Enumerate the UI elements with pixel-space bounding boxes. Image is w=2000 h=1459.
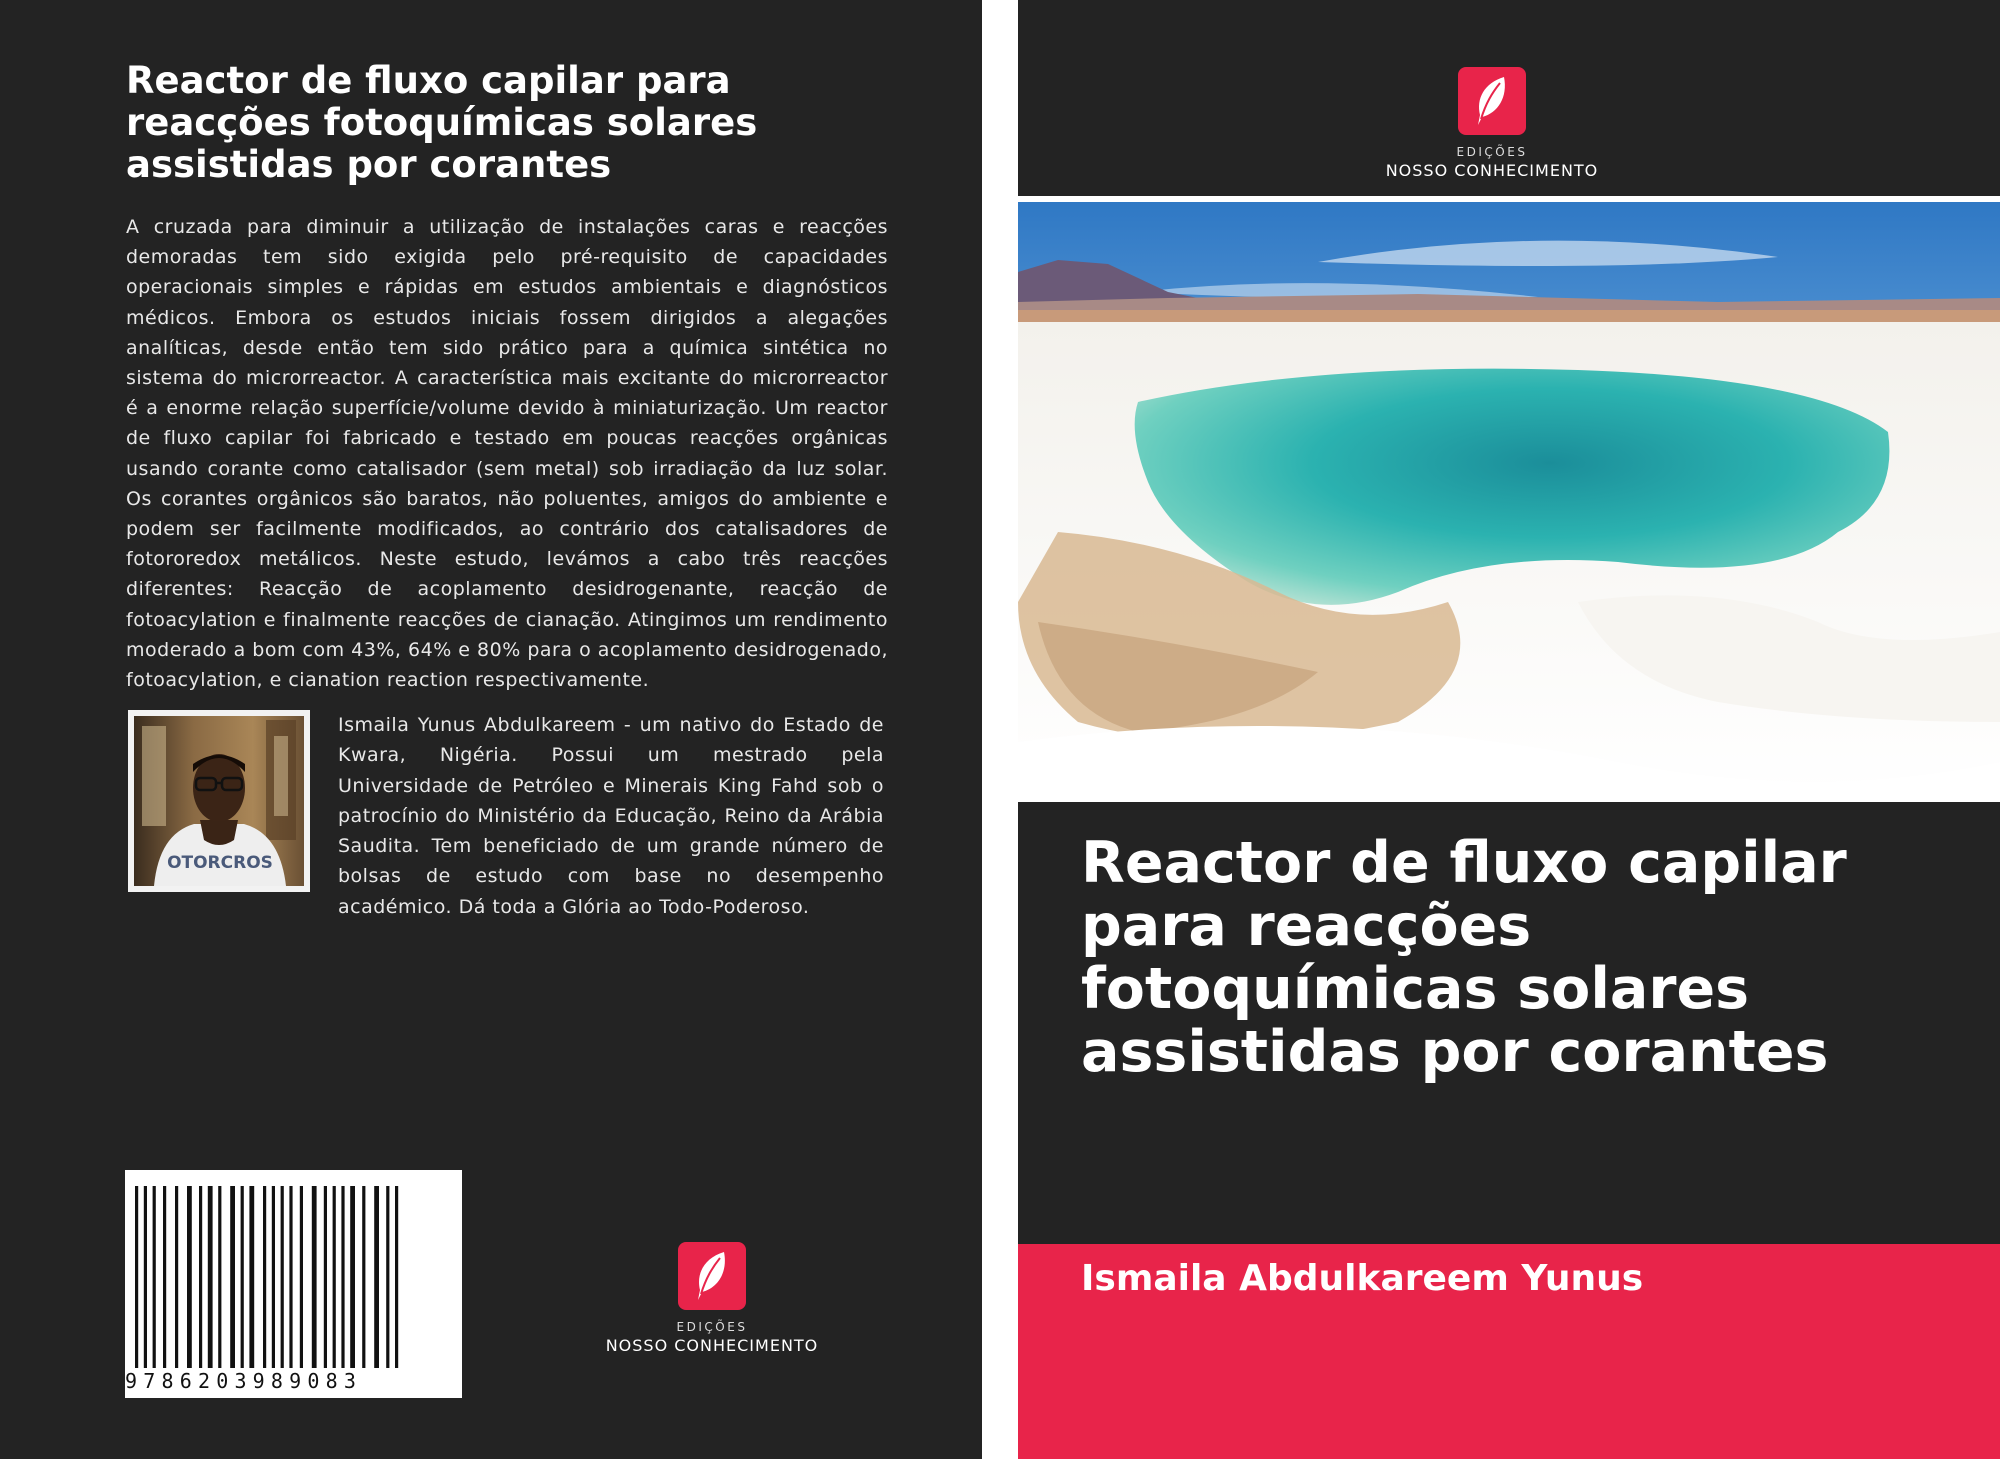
publisher-name: NOSSO CONHECIMENTO <box>605 1336 819 1355</box>
barcode-bar <box>272 1186 275 1368</box>
barcode-bar <box>362 1186 365 1368</box>
barcode-bar <box>230 1186 235 1368</box>
barcode-bar <box>163 1186 166 1368</box>
barcode-bar <box>289 1186 292 1368</box>
barcode-bar <box>249 1186 254 1368</box>
publisher-logo-mark <box>1458 67 1526 135</box>
barcode-bar <box>312 1186 317 1368</box>
publisher-logo-front <box>1372 67 1612 180</box>
author-photo <box>128 710 310 892</box>
barcode-bars <box>125 1170 462 1398</box>
author-portrait-image <box>134 716 304 886</box>
barcode-bar <box>300 1186 303 1368</box>
publisher-logo-back <box>592 1242 832 1355</box>
barcode-bar <box>153 1186 156 1368</box>
front-cover-title: Reactor de fluxo capilar para reacções fotoquímicas solares assistidas por corantes <box>1081 830 1847 1085</box>
feather-icon <box>690 1250 734 1302</box>
back-cover-abstract: A cruzada para diminuir a utilização de instalações caras e reacções demoradas tem sido exigida pelo pré-requisito de capacidades operacionais simples e rápidas em estudos ambientais e diagnósticos médicos. Embora os estudos iniciais fossem dirigidos a alegações analíticas, desde então tem sido prático para a química sintética no sistema do microrreactor. A característica mais excitante do microrreactor é a enorme relação superfície/volume devido à miniaturização. Um reactor de fluxo capilar foi fabricado e testado em poucas reacções orgânicas usando corante como catalisador (sem metal) sob irradiação da luz solar. Os corantes orgânicos são baratos, não poluentes, amigos do ambiente e podem ser facilmente modificados, ao contrário dos catalisadores de fotororedox metálicos. Neste estudo, levámos a cabo três reacções diferentes: Reacção de acoplamento desidrogenante, reacção de fotoacylation e finalmente reacções de cianação. Atingimos um rendimento moderado a bom com 43%, 64% e 80% para o acoplamento desidrogenado, fotoacylation, e cianation reaction respectivamente. <box>126 216 888 692</box>
barcode-bar <box>395 1186 398 1368</box>
author-band <box>1018 1244 2000 1459</box>
barcode-bar <box>333 1186 336 1368</box>
barcode-bar <box>187 1186 192 1368</box>
barcode-bar <box>341 1186 344 1368</box>
back-cover-title: Reactor de fluxo capilar para reacções fotoquímicas solares assistidas por corantes <box>126 59 758 186</box>
barcode-bar <box>374 1186 379 1368</box>
publisher-imprint-label: EDIÇÕES <box>1456 145 1528 159</box>
back-cover <box>0 0 982 1459</box>
barcode-bar <box>241 1186 244 1368</box>
barcode-bar <box>218 1186 221 1368</box>
barcode-bar <box>324 1186 327 1368</box>
barcode-bar <box>263 1186 266 1368</box>
isbn-number: 9786203989083 <box>125 1369 363 1393</box>
isbn-barcode <box>125 1170 462 1398</box>
cover-photo-salt-lagoon <box>1018 196 2000 802</box>
shirt-print-text: OTORCROS <box>167 853 273 873</box>
salt-lagoon-landscape-image <box>1018 202 2000 796</box>
publisher-imprint-label: EDIÇÕES <box>676 1320 748 1334</box>
author-bio: Ismaila Yunus Abdulkareem - um nativo do Estado de Kwara, Nigéria. Possui um mestrado pela Universidade de Petróleo e Minerais King Fahd sob o patrocínio do Ministério da Educação, Reino da Arábia Saudita. Tem beneficiado de um grande número de bolsas de estudo com base no desempenho académico. Dá toda a Glória ao Todo-Poderoso. <box>338 714 884 918</box>
book-spine <box>982 0 1018 1459</box>
publisher-name: NOSSO CONHECIMENTO <box>1385 161 1599 180</box>
barcode-bar <box>175 1186 178 1368</box>
barcode-bar <box>350 1186 355 1368</box>
publisher-logo-mark <box>678 1242 746 1310</box>
barcode-bar <box>199 1186 202 1368</box>
barcode-bar <box>386 1186 389 1368</box>
feather-icon <box>1470 75 1514 127</box>
barcode-bar <box>208 1186 213 1368</box>
barcode-bar <box>281 1186 284 1368</box>
barcode-bar <box>135 1186 138 1368</box>
barcode-bar <box>144 1186 147 1368</box>
front-cover-author: Ismaila Abdulkareem Yunus <box>1081 1258 1644 1299</box>
